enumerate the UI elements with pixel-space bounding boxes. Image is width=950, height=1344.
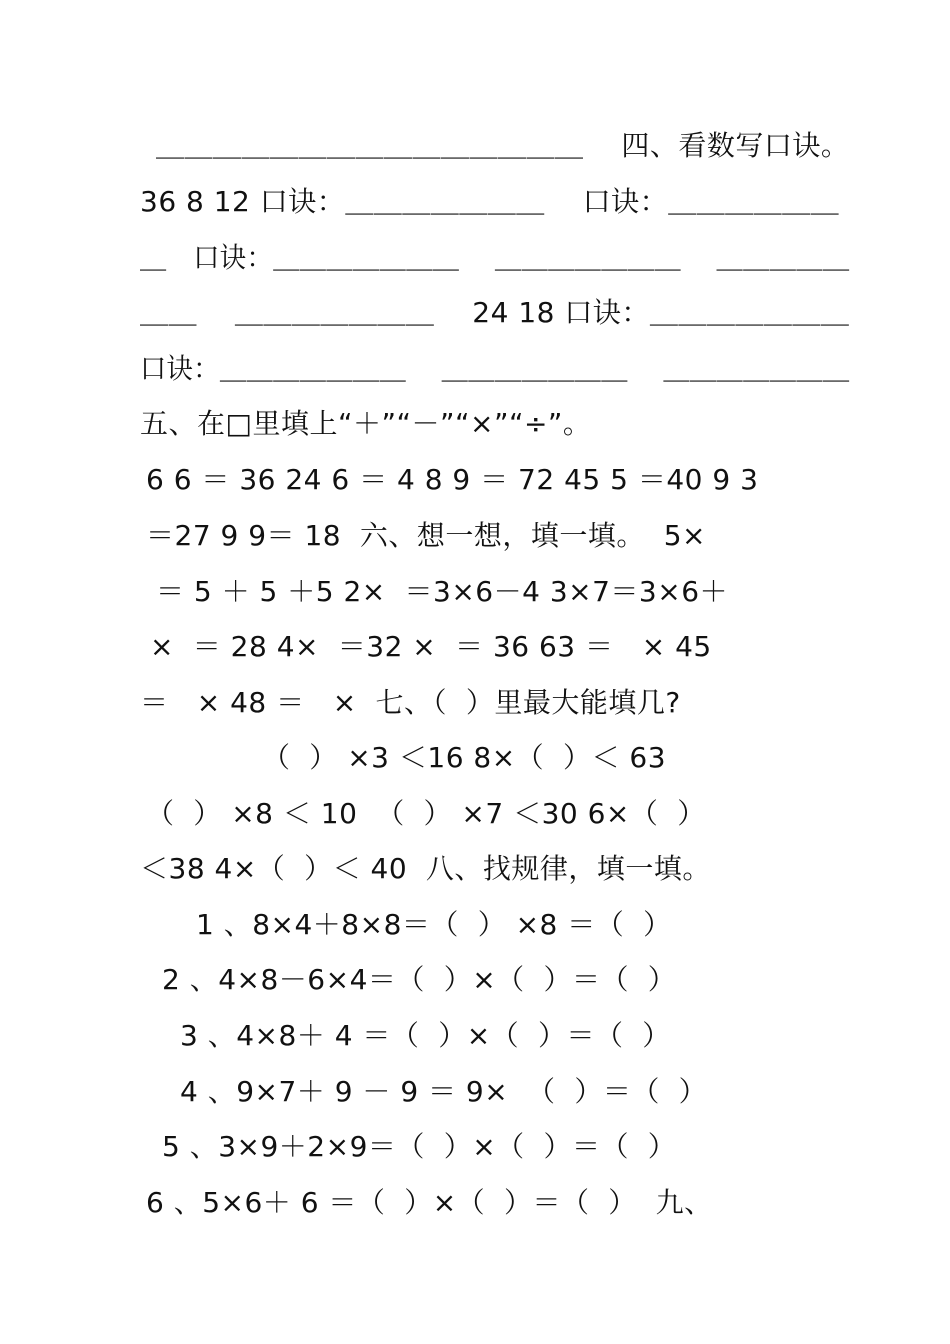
text-line: ＿＿＿＿＿＿＿＿＿＿＿＿＿＿＿ 四、看数写口诀。 — [156, 129, 850, 162]
text-line: 6 、5×6＋ 6 ＝（ ）×（ ）＝（ ） 九、 — [146, 1186, 713, 1219]
text-line: 2 、4×8－6×4＝（ ）×（ ）＝（ ） — [162, 963, 677, 996]
text-line: ＝ × 48 ＝ × 七、（ ）里最大能填几? — [140, 686, 681, 719]
text-line: （ ） ×8 ＜ 10 （ ） ×7 ＜30 6×（ ） — [146, 797, 706, 830]
text-line: 36 8 12 口诀：＿＿＿＿＿＿＿ 口诀：＿＿＿＿＿＿ — [140, 185, 840, 218]
text-line: × ＝ 28 4× ＝32 × ＝ 36 63 ＝ × 45 — [150, 630, 712, 663]
text-line: ＿＿ ＿＿＿＿＿＿＿ 24 18 口诀：＿＿＿＿＿＿＿ — [140, 296, 850, 329]
section-heading: 五、在□里填上“＋”“－”“×”“÷”。 — [140, 407, 592, 440]
text-line: 3 、4×8＋ 4 ＝（ ）×（ ）＝（ ） — [180, 1019, 671, 1052]
text-line: 口诀：＿＿＿＿＿＿＿ ＿＿＿＿＿＿＿ ＿＿＿＿＿＿＿ — [140, 352, 850, 385]
text-line: 6 6 ＝ 36 24 6 ＝ 4 8 9 ＝ 72 45 5 ＝40 9 3 — [146, 463, 759, 496]
text-line: ＝ 5 ＋ 5 ＋5 2× ＝3×6－4 3×7＝3×6＋ — [156, 575, 729, 608]
text-line: ＿ 口诀：＿＿＿＿＿＿＿ ＿＿＿＿＿＿＿ ＿＿＿＿＿ — [140, 241, 850, 274]
text-line: ＝27 9 9＝ 18 六、想一想，填一填。 5× — [146, 519, 706, 552]
text-line: 4 、9×7＋ 9 － 9 ＝ 9× （ ）＝（ ） — [180, 1075, 708, 1108]
text-line: 5 、3×9＋2×9＝（ ）×（ ）＝（ ） — [162, 1130, 677, 1163]
text-line: ＜38 4×（ ）＜ 40 八、找规律，填一填。 — [140, 852, 711, 885]
text-line: （ ） ×3 ＜16 8×（ ）＜ 63 — [262, 741, 667, 774]
text-line: 1 、8×4＋8×8＝（ ） ×8 ＝（ ） — [196, 908, 672, 941]
